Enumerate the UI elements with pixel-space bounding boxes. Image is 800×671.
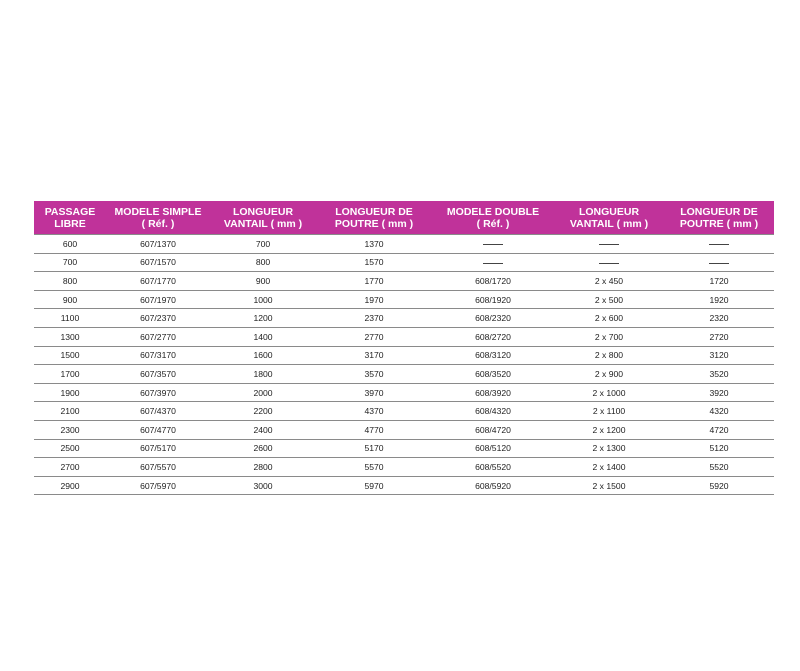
cell-longueur-poutre-simple: 1370 xyxy=(316,235,432,254)
cell-modele-double: 608/3520 xyxy=(432,365,554,384)
header-label-line: PASSAGE xyxy=(44,205,96,218)
cell-modele-double: 608/1720 xyxy=(432,272,554,291)
cell-longueur-vantail-double: 2 x 900 xyxy=(554,365,664,384)
not-available-dash xyxy=(599,244,619,245)
not-available-dash xyxy=(483,244,503,245)
cell-longueur-vantail-simple: 800 xyxy=(210,253,316,272)
cell-longueur-vantail-double xyxy=(554,235,664,254)
header-label-line: VANTAIL ( mm ) xyxy=(223,217,303,230)
cell-passage-libre: 2700 xyxy=(34,458,106,477)
cell-longueur-vantail-simple: 1000 xyxy=(210,290,316,309)
header-label-line: ( Réf. ) xyxy=(476,217,510,230)
table-row xyxy=(34,235,774,254)
cell-modele-double: 608/4720 xyxy=(432,420,554,439)
cell-modele-simple: 607/3170 xyxy=(106,346,210,365)
cell-passage-libre: 1100 xyxy=(34,309,106,328)
table-row xyxy=(34,476,774,495)
header-label-line: POUTRE ( mm ) xyxy=(679,217,759,230)
cell-longueur-poutre-simple: 1570 xyxy=(316,253,432,272)
cell-longueur-vantail-double: 2 x 1100 xyxy=(554,402,664,421)
header-modele-simple xyxy=(106,201,210,235)
not-available-dash xyxy=(709,263,729,264)
table-row xyxy=(34,420,774,439)
header-label-line: LIBRE xyxy=(54,217,86,230)
cell-passage-libre: 2500 xyxy=(34,439,106,458)
cell-modele-simple: 607/5570 xyxy=(106,458,210,477)
header-longueur-poutre-double xyxy=(664,201,774,235)
cell-modele-simple: 607/2770 xyxy=(106,327,210,346)
specification-table xyxy=(34,201,774,495)
cell-longueur-poutre-simple: 3570 xyxy=(316,365,432,384)
header-longueur-vantail-double xyxy=(554,201,664,235)
cell-longueur-poutre-double: 3520 xyxy=(664,365,774,384)
cell-modele-simple: 607/1370 xyxy=(106,235,210,254)
header-longueur-vantail-simple xyxy=(210,201,316,235)
cell-modele-double: 608/3120 xyxy=(432,346,554,365)
cell-longueur-poutre-simple: 5170 xyxy=(316,439,432,458)
header-label-line: LONGUEUR xyxy=(232,205,294,218)
cell-longueur-poutre-double: 4720 xyxy=(664,420,774,439)
header-label-line: LONGUEUR DE xyxy=(680,205,758,218)
cell-passage-libre: 1300 xyxy=(34,327,106,346)
cell-longueur-poutre-double: 2720 xyxy=(664,327,774,346)
table-row xyxy=(34,309,774,328)
cell-longueur-vantail-simple: 2600 xyxy=(210,439,316,458)
cell-longueur-vantail-double: 2 x 600 xyxy=(554,309,664,328)
cell-modele-double: 608/5920 xyxy=(432,476,554,495)
cell-passage-libre: 900 xyxy=(34,290,106,309)
cell-longueur-poutre-simple: 4370 xyxy=(316,402,432,421)
cell-passage-libre: 600 xyxy=(34,235,106,254)
cell-longueur-poutre-double: 1720 xyxy=(664,272,774,291)
cell-modele-double: 608/2320 xyxy=(432,309,554,328)
header-label-line: MODELE SIMPLE xyxy=(114,205,202,218)
cell-longueur-vantail-double: 2 x 800 xyxy=(554,346,664,365)
cell-longueur-vantail-double: 2 x 450 xyxy=(554,272,664,291)
cell-modele-simple: 607/3570 xyxy=(106,365,210,384)
table-row xyxy=(34,272,774,291)
header-label-line: VANTAIL ( mm ) xyxy=(569,217,649,230)
cell-longueur-poutre-double: 5120 xyxy=(664,439,774,458)
cell-modele-simple: 607/5170 xyxy=(106,439,210,458)
cell-longueur-poutre-double: 1920 xyxy=(664,290,774,309)
header-label-line: MODELE DOUBLE xyxy=(446,205,540,218)
cell-modele-simple: 607/4770 xyxy=(106,420,210,439)
cell-longueur-vantail-double: 2 x 700 xyxy=(554,327,664,346)
cell-longueur-poutre-double: 2320 xyxy=(664,309,774,328)
table-row xyxy=(34,290,774,309)
header-modele-double xyxy=(432,201,554,235)
cell-longueur-poutre-simple: 1770 xyxy=(316,272,432,291)
cell-longueur-vantail-double: 2 x 500 xyxy=(554,290,664,309)
header-label-line: LONGUEUR DE xyxy=(335,205,413,218)
cell-longueur-poutre-simple: 5570 xyxy=(316,458,432,477)
header-row xyxy=(34,201,774,235)
cell-modele-double xyxy=(432,235,554,254)
cell-longueur-poutre-double: 3120 xyxy=(664,346,774,365)
cell-passage-libre: 2300 xyxy=(34,420,106,439)
header-longueur-poutre-simple xyxy=(316,201,432,235)
cell-modele-simple: 607/1770 xyxy=(106,272,210,291)
cell-longueur-vantail-simple: 2200 xyxy=(210,402,316,421)
cell-longueur-poutre-simple: 3170 xyxy=(316,346,432,365)
cell-modele-double: 608/5520 xyxy=(432,458,554,477)
cell-modele-simple: 607/4370 xyxy=(106,402,210,421)
cell-modele-double: 608/3920 xyxy=(432,383,554,402)
cell-longueur-vantail-simple: 1400 xyxy=(210,327,316,346)
table-row xyxy=(34,458,774,477)
cell-longueur-poutre-double: 4320 xyxy=(664,402,774,421)
cell-longueur-poutre-simple: 1970 xyxy=(316,290,432,309)
cell-modele-double: 608/2720 xyxy=(432,327,554,346)
table-row xyxy=(34,346,774,365)
cell-passage-libre: 700 xyxy=(34,253,106,272)
cell-longueur-vantail-simple: 700 xyxy=(210,235,316,254)
cell-longueur-poutre-simple: 2370 xyxy=(316,309,432,328)
cell-longueur-vantail-double: 2 x 1400 xyxy=(554,458,664,477)
cell-longueur-vantail-simple: 900 xyxy=(210,272,316,291)
cell-longueur-poutre-double: 5920 xyxy=(664,476,774,495)
not-available-dash xyxy=(599,263,619,264)
cell-modele-simple: 607/2370 xyxy=(106,309,210,328)
cell-longueur-vantail-double: 2 x 1500 xyxy=(554,476,664,495)
cell-modele-simple: 607/1970 xyxy=(106,290,210,309)
table-row xyxy=(34,253,774,272)
cell-longueur-poutre-double xyxy=(664,235,774,254)
header-label-line: LONGUEUR xyxy=(578,205,640,218)
cell-longueur-poutre-double xyxy=(664,253,774,272)
cell-longueur-vantail-simple: 1200 xyxy=(210,309,316,328)
cell-longueur-vantail-simple: 2800 xyxy=(210,458,316,477)
cell-longueur-vantail-double xyxy=(554,253,664,272)
table-row xyxy=(34,383,774,402)
cell-modele-simple: 607/3970 xyxy=(106,383,210,402)
cell-longueur-poutre-double: 3920 xyxy=(664,383,774,402)
cell-longueur-vantail-simple: 1600 xyxy=(210,346,316,365)
cell-longueur-vantail-simple: 3000 xyxy=(210,476,316,495)
cell-passage-libre: 2100 xyxy=(34,402,106,421)
table-body xyxy=(34,235,774,495)
cell-longueur-vantail-simple: 2000 xyxy=(210,383,316,402)
cell-modele-simple: 607/1570 xyxy=(106,253,210,272)
cell-modele-double xyxy=(432,253,554,272)
header-passage-libre xyxy=(34,201,106,235)
cell-passage-libre: 1500 xyxy=(34,346,106,365)
cell-modele-double: 608/1920 xyxy=(432,290,554,309)
header-label-line: ( Réf. ) xyxy=(141,217,175,230)
not-available-dash xyxy=(483,263,503,264)
cell-longueur-poutre-double: 5520 xyxy=(664,458,774,477)
table-row xyxy=(34,365,774,384)
cell-modele-double: 608/4320 xyxy=(432,402,554,421)
cell-longueur-poutre-simple: 3970 xyxy=(316,383,432,402)
cell-passage-libre: 800 xyxy=(34,272,106,291)
header-label-line: POUTRE ( mm ) xyxy=(334,217,414,230)
cell-longueur-vantail-double: 2 x 1300 xyxy=(554,439,664,458)
cell-passage-libre: 1700 xyxy=(34,365,106,384)
cell-longueur-poutre-simple: 5970 xyxy=(316,476,432,495)
table-row xyxy=(34,402,774,421)
cell-modele-double: 608/5120 xyxy=(432,439,554,458)
cell-longueur-vantail-double: 2 x 1000 xyxy=(554,383,664,402)
table-row xyxy=(34,327,774,346)
cell-longueur-vantail-simple: 1800 xyxy=(210,365,316,384)
table-row xyxy=(34,439,774,458)
cell-passage-libre: 2900 xyxy=(34,476,106,495)
cell-longueur-poutre-simple: 4770 xyxy=(316,420,432,439)
not-available-dash xyxy=(709,244,729,245)
cell-longueur-vantail-double: 2 x 1200 xyxy=(554,420,664,439)
cell-modele-simple: 607/5970 xyxy=(106,476,210,495)
cell-longueur-poutre-simple: 2770 xyxy=(316,327,432,346)
cell-longueur-vantail-simple: 2400 xyxy=(210,420,316,439)
table-header xyxy=(34,201,774,235)
cell-passage-libre: 1900 xyxy=(34,383,106,402)
